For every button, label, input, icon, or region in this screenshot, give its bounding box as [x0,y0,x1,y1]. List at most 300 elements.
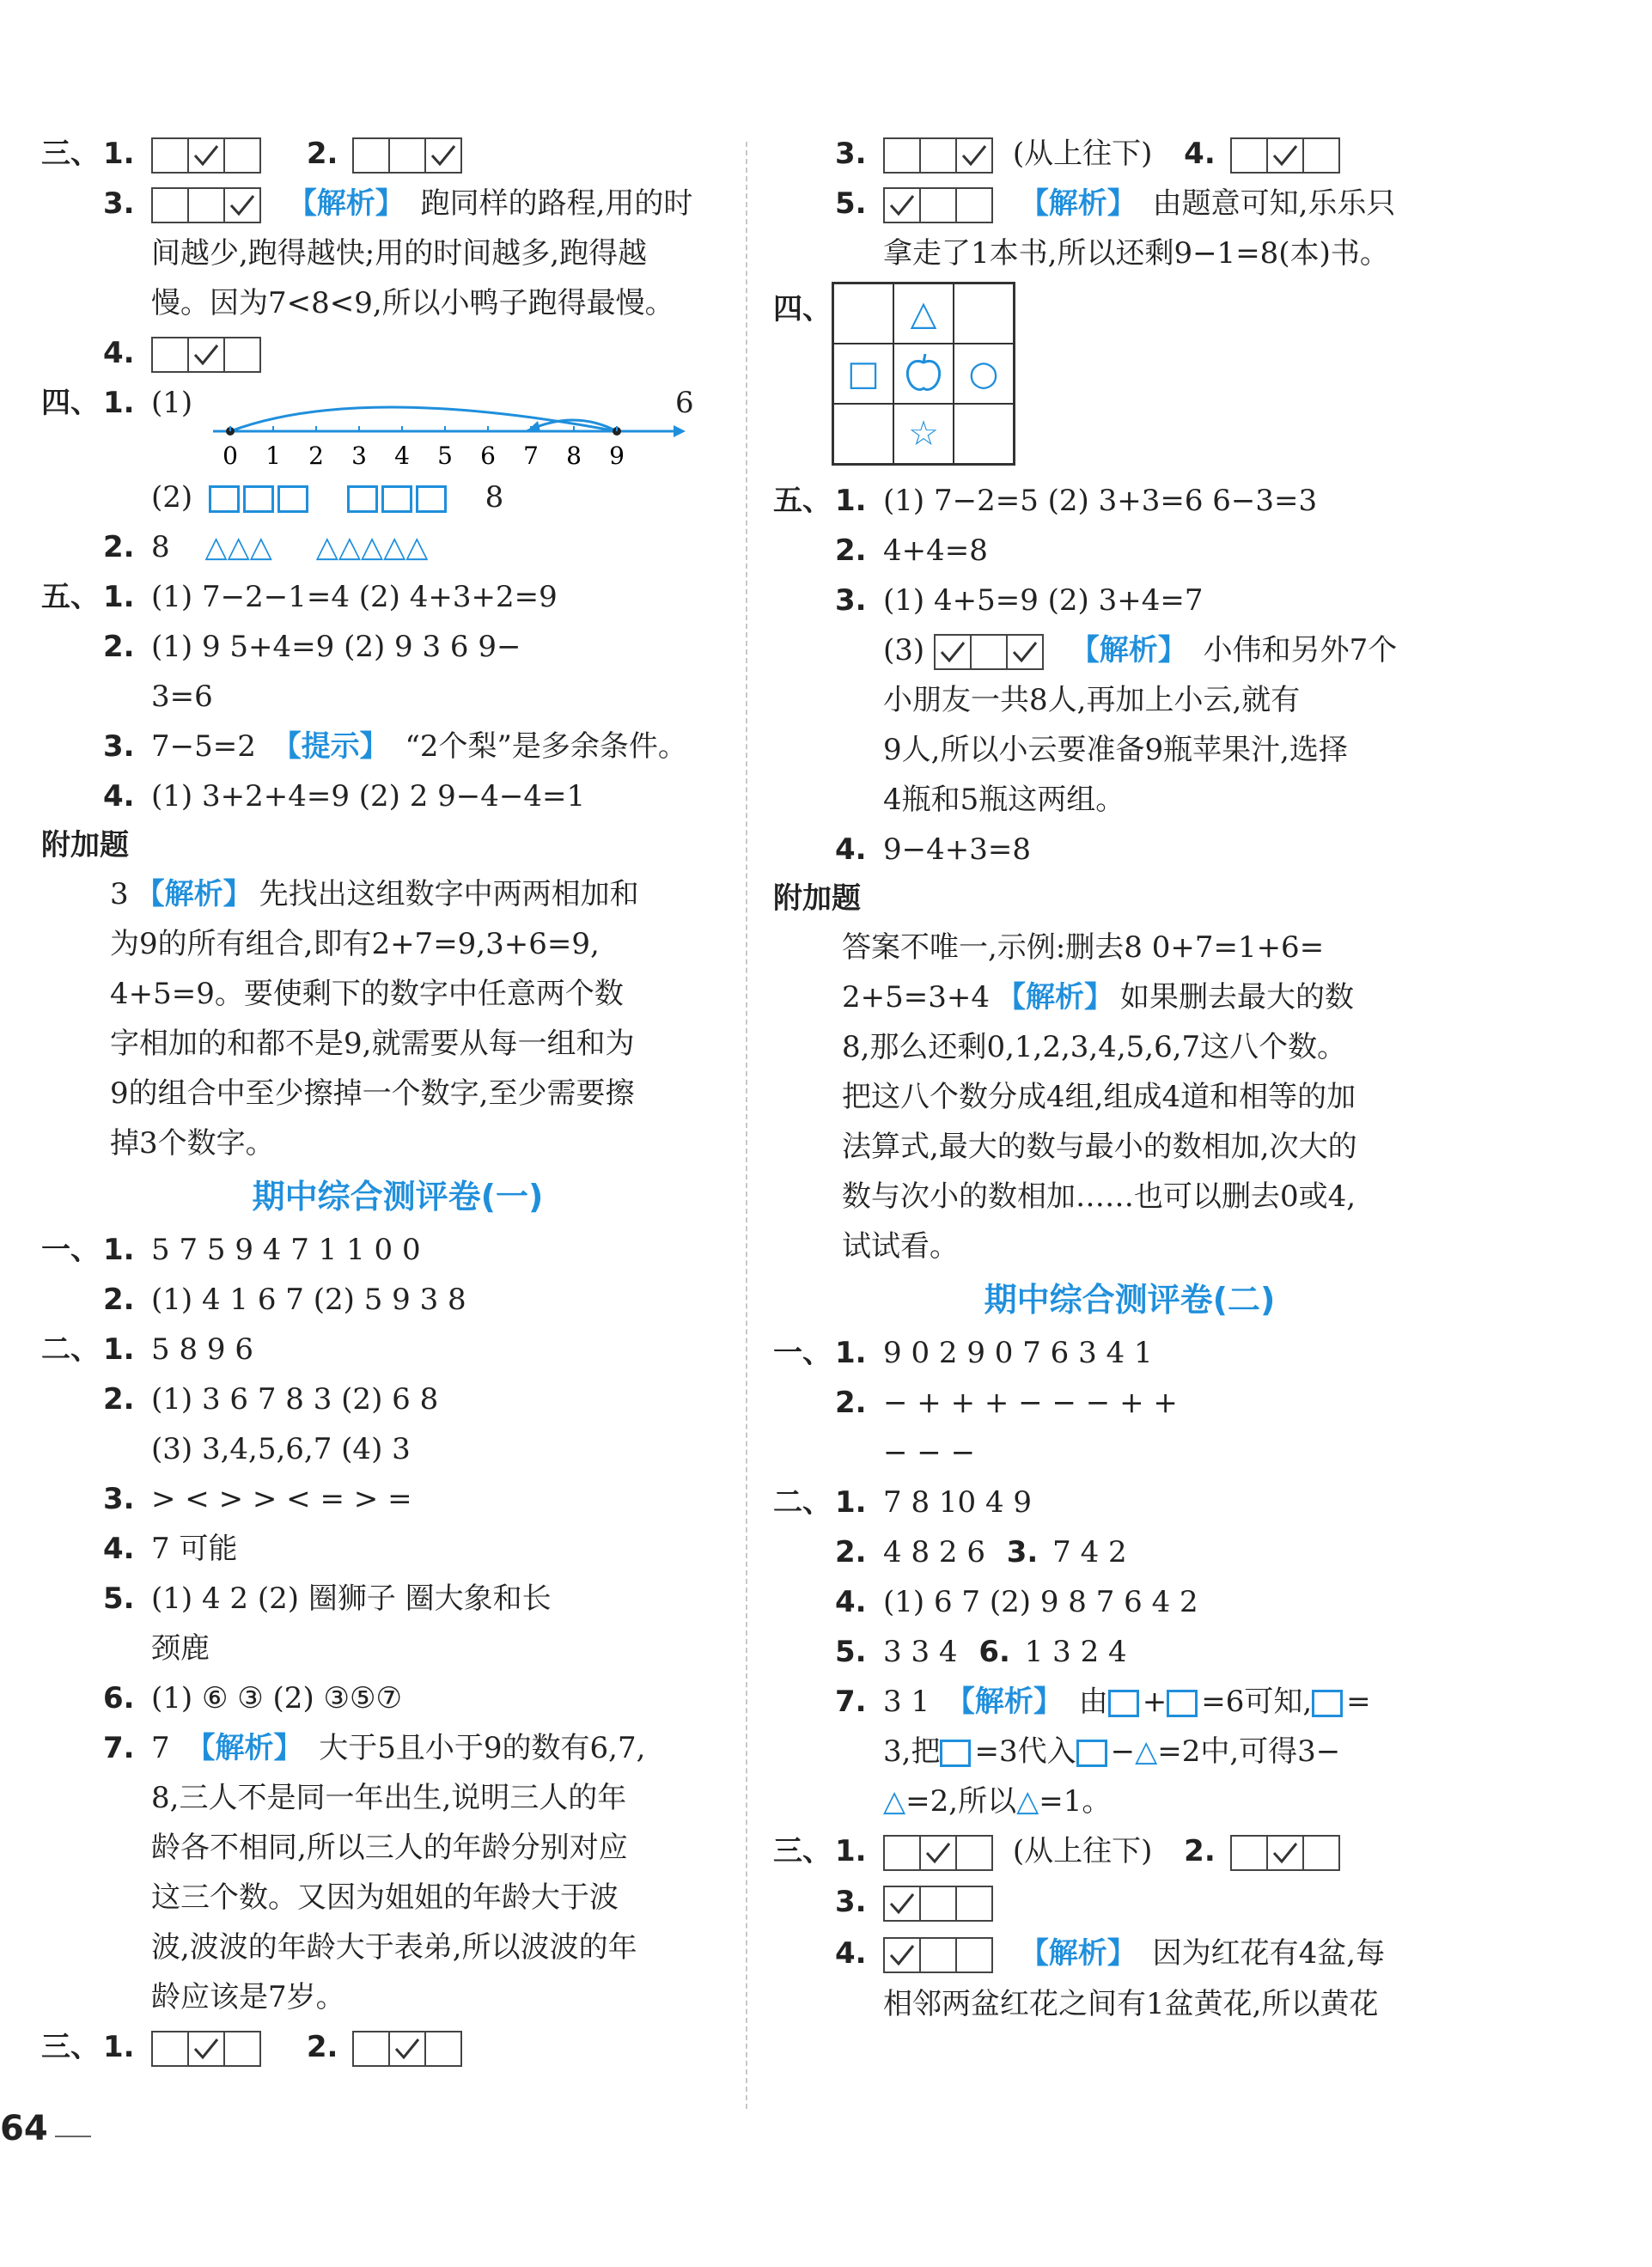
blue-square-symbol [1108,1690,1139,1717]
answer-row [773,229,1486,278]
empty-box [919,137,957,174]
checked-box [883,187,921,223]
checkbox-group [1230,137,1338,174]
answer-text: 小朋友一共8人,再加上小云,就有 [883,683,1301,717]
question-number: 4. [1184,137,1216,171]
question-number: 1. [835,484,867,518]
answer-text: 先找出这组数字中两两相加和 [259,877,639,911]
apple-icon [893,344,954,404]
answer-text: (1) 7−2−1=4 (2) 4+3+2=9 [151,580,558,614]
shape-grid [832,282,1015,466]
answer-text: 龄各不相同,所以三人的年龄分别对应 [151,1831,628,1865]
answer-row [41,1424,754,1474]
answer-text: (1) 3+2+4=9 (2) 2 9−4−4=1 [151,779,586,814]
checkbox-group [151,2031,259,2067]
question-number: 4. [835,832,867,867]
answer-text: 8,三人不是同一年出生,说明三人的年 [151,1781,627,1815]
answer-text: 由题意可知,乐乐只 [1152,186,1396,221]
triangle-icon: △ [1016,1784,1039,1819]
answer-row [41,1474,754,1524]
answer-text: (1) 4 2 (2) 圈狮子 圈大象和长 [151,1581,552,1616]
answer-row [773,1428,1486,1478]
shape-grid-section [773,282,1486,476]
answer-row [41,1624,754,1673]
answer-row [773,576,1486,625]
section-label: 一、 [773,1336,832,1370]
analysis-tag: 【解析】 [997,980,1113,1015]
answer-row [41,522,754,572]
checked-box [388,2031,426,2067]
exam-title: 期中综合测评卷(一) [252,1178,544,1216]
answer-row [41,1325,754,1374]
checked-box [187,137,225,174]
checked-box [424,137,462,174]
answer-text: 2+5=3+4 [842,980,990,1015]
arrow-head [527,421,540,431]
checkbox-group [883,1835,991,1871]
analysis-tag: 【解析】 [1019,1936,1137,1971]
blue-square-symbol [1312,1690,1343,1717]
checked-box [187,2031,225,2067]
analysis-tag: 【解析】 [186,1731,303,1765]
checked-box [187,337,225,373]
tick-label: 5 [437,442,453,470]
empty-box [352,2031,390,2067]
question-number: 7. [835,1685,867,1719]
answer-row [41,572,754,622]
answer-row [773,675,1486,725]
checkmark-icon [887,192,917,218]
tick-label: 1 [265,442,281,470]
answer-row [41,1823,754,1873]
empty-box [919,187,957,223]
tick-label: 2 [308,442,324,470]
answer-row [773,1328,1486,1378]
question-number: 2. [835,1386,867,1420]
checkmark-icon [1010,639,1039,665]
answer-row [41,1225,754,1275]
answer-text: 掉3个数字。 [110,1126,275,1161]
blue-square-symbol [940,1740,971,1767]
answer-row [773,1928,1486,1979]
answer-text: 颈鹿 [151,1631,210,1666]
question-number: 2. [835,1535,867,1569]
answer-row [773,1826,1486,1876]
empty-box [388,137,426,174]
checkbox-group [352,137,460,174]
checkmark-icon [192,2036,221,2062]
answer-text: (1) 7−2=5 (2) 3+3=6 6−3=3 [883,484,1318,518]
answer-row [41,179,754,229]
answer-row [41,1574,754,1624]
answer-text: 7 [151,1731,170,1765]
blue-square-symbol [1167,1690,1198,1717]
checked-box [883,1886,921,1922]
checkmark-icon [1271,143,1300,168]
checkmark-icon [192,143,221,168]
bonus-title: 附加题 [773,881,861,916]
checked-box [883,1937,921,1973]
blue-square-symbol [1076,1740,1107,1767]
answer-row [41,378,754,472]
checkmark-icon [924,1840,953,1866]
star-icon: ☆ [893,404,954,464]
answer-text: =3代入 [974,1734,1076,1769]
answer-row [41,2022,754,2072]
answer-row [41,1773,754,1823]
answer-row [41,672,754,722]
section-label: 四、 [41,386,100,420]
answer-text: 9人,所以小云要准备9瓶苹果汁,选择 [883,733,1348,767]
question-number: 7. [103,1731,135,1765]
answer-text: 小伟和另外7个 [1203,633,1398,667]
answer-row [773,625,1486,675]
answer-row [41,1524,754,1574]
answer-row [773,129,1486,179]
empty-box [919,1886,957,1922]
empty-box [223,137,261,174]
question-number: 1. [103,1332,135,1367]
hint-tag: 【提示】 [271,729,389,764]
question-number: 3. [835,137,867,171]
answer-row [41,129,754,179]
answer-text: 法算式,最大的数与最小的数相加,次大的 [842,1130,1357,1164]
triangle-icon: △ [1135,1734,1158,1769]
answer-text: − − − [883,1435,976,1470]
checkbox-group [352,2031,460,2067]
section-label: 三、 [41,2030,100,2064]
answer-row [773,179,1486,229]
tick-label: 8 [566,442,582,470]
empty-box [187,187,225,223]
answer-text: =2,所以 [905,1784,1017,1819]
tick-label: 0 [223,442,238,470]
answer-note: (从上往下) [1012,1834,1153,1868]
checkmark-icon [887,1942,917,1968]
checked-box [934,634,972,670]
answer-row [773,1527,1486,1577]
question-number: 1. [103,580,135,614]
answer-text: 9 0 2 9 0 7 6 3 4 1 [883,1336,1153,1370]
checkbox-group [883,187,991,223]
answer-row [41,1972,754,2022]
question-number: 5. [103,1581,135,1616]
empty-box [223,2031,261,2067]
bonus-title: 附加题 [41,828,129,862]
checked-box [1266,1835,1304,1871]
checked-box [1006,634,1044,670]
answer-row [773,1577,1486,1627]
question-number: 6. [978,1635,1010,1669]
empty-box [352,137,390,174]
answer-row [773,1378,1486,1428]
answer-row [773,1876,1486,1928]
part-label: (2) [151,480,193,515]
blue-squares [347,480,460,515]
question-number: 2. [306,137,338,171]
answer-row [41,1873,754,1923]
checked-box [223,187,261,223]
empty-box [919,1937,957,1973]
empty-box [970,634,1008,670]
answer-text: 5 8 9 6 [151,1332,253,1367]
answer-text: 由 [1078,1685,1108,1719]
question-number: 4. [835,1936,867,1971]
answer-text: 8 [151,530,170,564]
empty-box [424,2031,462,2067]
part-label: (1) [151,386,193,420]
empty-box [151,2031,189,2067]
checked-box [955,137,993,174]
answer-row [773,1478,1486,1527]
answer-text: 拿走了1本书,所以还剩9−1=8(本)书。 [883,236,1389,271]
checkbox-group [883,1886,991,1922]
answer-text: 3,把 [883,1734,941,1769]
question-number: 6. [103,1681,135,1715]
part-label: (3) [883,633,925,667]
answer-text: 3 1 [883,1685,930,1719]
empty-box [955,1937,993,1973]
checkbox-group [151,337,259,373]
answer-row [41,1374,754,1424]
answer-text: 4+4=8 [883,533,988,568]
number-line [204,393,703,472]
answer-text: 间越少,跑得越快;用的时间越多,跑得越 [151,236,648,271]
answer-row [41,472,754,522]
checkbox-group [151,187,259,223]
answer-text: 4 8 2 6 [883,1535,985,1569]
answer-text: (1) 4 1 6 7 (2) 5 9 3 8 [151,1283,466,1317]
question-number: 3. [103,1482,135,1516]
answer-row [773,1627,1486,1677]
answer-text: (1) 4+5=9 (2) 3+4=7 [883,583,1204,618]
answer-row [773,476,1486,526]
empty-box [1302,1835,1340,1871]
empty-box [151,137,189,174]
page-number-rule [55,2136,91,2137]
answer-text: 为9的所有组合,即有2+7=9,3+6=9, [110,927,600,961]
left-column [41,129,754,2072]
answer-text: 数与次小的数相加……也可以删去0或4, [842,1179,1356,1214]
answer-text: (1) ⑥ ③ (2) ③⑤⑦ [151,1681,402,1715]
answer-row [41,1673,754,1723]
answer-text: 把这八个数分成4组,组成4道和相等的加 [842,1080,1356,1114]
triangle-icon: △ [883,1784,906,1819]
tick-label: 4 [394,442,410,470]
answer-row [773,1776,1486,1826]
answer-text: 8,那么还剩0,1,2,3,4,5,6,7这八个数。 [842,1030,1347,1064]
question-number: 4. [103,1532,135,1566]
question-number: 5. [835,186,867,221]
answer-text: 答案不唯一,示例:删去8 0+7=1+6= [842,930,1325,965]
square-icon: □ [833,344,893,404]
section-label: 三、 [41,137,100,171]
answer-row [41,771,754,821]
answer-row [773,825,1486,875]
answer-text: 试试看。 [842,1229,959,1264]
blue-squares [209,480,321,515]
analysis-tag: 【解析】 [945,1685,1063,1719]
question-number: 2. [835,533,867,568]
answer-text: =6可知, [1201,1685,1313,1719]
triangle-icon: △ [893,283,954,344]
answer-text: =2中,可得3− [1157,1734,1341,1769]
answer-text: 相邻两盆红花之间有1盆黄花,所以黄花 [883,1987,1379,2021]
answer-text: (1) 3 6 7 8 3 (2) 6 8 [151,1382,439,1417]
checked-box [1266,137,1304,174]
answer-text: “2个梨”是多余条件。 [405,729,687,764]
section-label: 三、 [773,1834,832,1868]
answer-text: 7 8 10 4 9 [883,1485,1033,1520]
checkbox-group [151,137,259,174]
answer-text: − + + + − − − + + [883,1386,1178,1420]
answer-row [41,1923,754,1972]
answer-text: 龄应该是7岁。 [151,1980,345,2014]
question-number: 1. [835,1336,867,1370]
answer-row [773,1979,1486,2029]
checkmark-icon [228,192,257,218]
answer-row [41,328,754,378]
answer-text: (3) 3,4,5,6,7 (4) 3 [151,1432,411,1466]
question-number: 3. [1006,1535,1039,1569]
answer-text: 4+5=9。要使剩下的数字中任意两个数 [110,977,624,1011]
answer-row [41,229,754,278]
answer-text: (1) 9 5+4=9 (2) 9 3 6 9− [151,630,521,664]
answer-row [41,1723,754,1773]
answer-text: = [1346,1685,1371,1719]
question-number: 5. [835,1635,867,1669]
question-number: 4. [103,779,135,814]
tick-label: 6 [480,442,496,470]
answer-text: 3 3 4 [883,1635,958,1669]
answer-text: 大于5且小于9的数有6,7, [319,1731,646,1765]
question-number: 3. [103,729,135,764]
question-number: 2. [103,630,135,664]
triangle-icons: △△△ [204,530,272,564]
question-number: 1. [103,1233,135,1267]
checkbox-group [883,137,991,174]
checkmark-icon [429,143,458,168]
answer-row [41,1275,754,1325]
question-number: 2. [103,1283,135,1317]
answer-row [41,622,754,672]
checkbox-group [934,634,1042,670]
section-label: 四、 [773,292,832,326]
question-number: 1. [835,1834,867,1868]
empty-box [1230,137,1268,174]
section-label: 二、 [773,1485,832,1520]
checkmark-icon [1271,1840,1300,1866]
checkmark-icon [192,342,221,368]
empty-box [1230,1835,1268,1871]
question-number: 3. [103,186,135,221]
analysis-tag: 【解析】 [1070,633,1187,667]
answer-row [41,278,754,328]
answer-text: 1 3 2 4 [1024,1635,1127,1669]
arc-arrow [230,407,617,431]
question-number: 1. [103,386,135,420]
answer-text: 9的组合中至少擦掉一个数字,至少需要擦 [110,1076,635,1111]
grid-cell [833,283,893,344]
question-number: 1. [103,2030,135,2064]
bonus-answer [110,869,763,1168]
analysis-tag: 【解析】 [287,186,405,221]
checkmark-icon [393,2036,422,2062]
tick-label: 7 [523,442,539,470]
answer-text: 字相加的和都不是9,就需要从每一组和为 [110,1027,635,1061]
answer-text: 慢。因为7<8<9,所以小鸭子跑得最慢。 [151,286,674,320]
answer-text: 跑同样的路程,用的时 [420,186,693,221]
question-number: 2. [103,1382,135,1417]
empty-box [955,187,993,223]
right-column [773,129,1486,2029]
answer-text: (1) 6 7 (2) 9 8 7 6 4 2 [883,1585,1198,1619]
answer-text: + [1142,1685,1167,1719]
question-number: 1. [835,1485,867,1520]
empty-box [1302,137,1340,174]
answer-row [773,725,1486,775]
answer-text: 7−5=2 [151,729,256,764]
answer-row [41,722,754,771]
checkmark-icon [938,639,967,665]
question-number: 2. [306,2030,338,2064]
empty-box [151,187,189,223]
question-number: 4. [103,336,135,370]
grid-cell [954,283,1014,344]
answer-text: 这三个数。又因为姐姐的年龄大于波 [151,1880,619,1915]
answer-row [773,775,1486,825]
answer-text: 如果删去最大的数 [1120,980,1354,1015]
answer-text: 因为红花有4盆,每 [1152,1936,1386,1971]
answer-text: 7 4 2 [1052,1535,1127,1569]
answer-text: 3=6 [151,679,213,714]
checkbox-group [883,1937,991,1973]
checkbox-group [1230,1835,1338,1871]
empty-box [151,337,189,373]
answer-text: − [1110,1734,1136,1769]
section-label: 五、 [773,484,832,518]
empty-box [883,137,921,174]
grid-cell [833,404,893,464]
triangle-icons: △△△△△ [315,530,429,564]
analysis-tag: 【解析】 [1019,186,1137,221]
axis-arrow [674,425,686,437]
question-number: 4. [835,1585,867,1619]
answer-row [773,1677,1486,1727]
answer-text: 4瓶和5瓶这两组。 [883,783,1125,817]
circle-icon: ○ [954,344,1014,404]
section-label: 一、 [41,1233,100,1267]
question-number: 2. [103,530,135,564]
question-number: 3. [835,1885,867,1919]
answer-text: =1。 [1039,1784,1112,1819]
tick-label: 9 [609,442,625,470]
section-label: 二、 [41,1332,100,1367]
answer-note: (从上往下) [1012,137,1153,171]
answer-text: 3 [110,877,129,911]
answer-row [773,526,1486,576]
grid-cell [954,404,1014,464]
answer-text: 6 [675,386,694,420]
answer-row [773,1727,1486,1776]
exam-title: 期中综合测评卷(二) [984,1281,1276,1319]
empty-box [955,1886,993,1922]
checkmark-icon [887,1891,917,1917]
answer-text: > < > > < = > = [151,1482,412,1516]
analysis-tag: 【解析】 [135,877,253,911]
question-number: 1. [103,137,135,171]
answer-text: 7 可能 [151,1532,238,1566]
